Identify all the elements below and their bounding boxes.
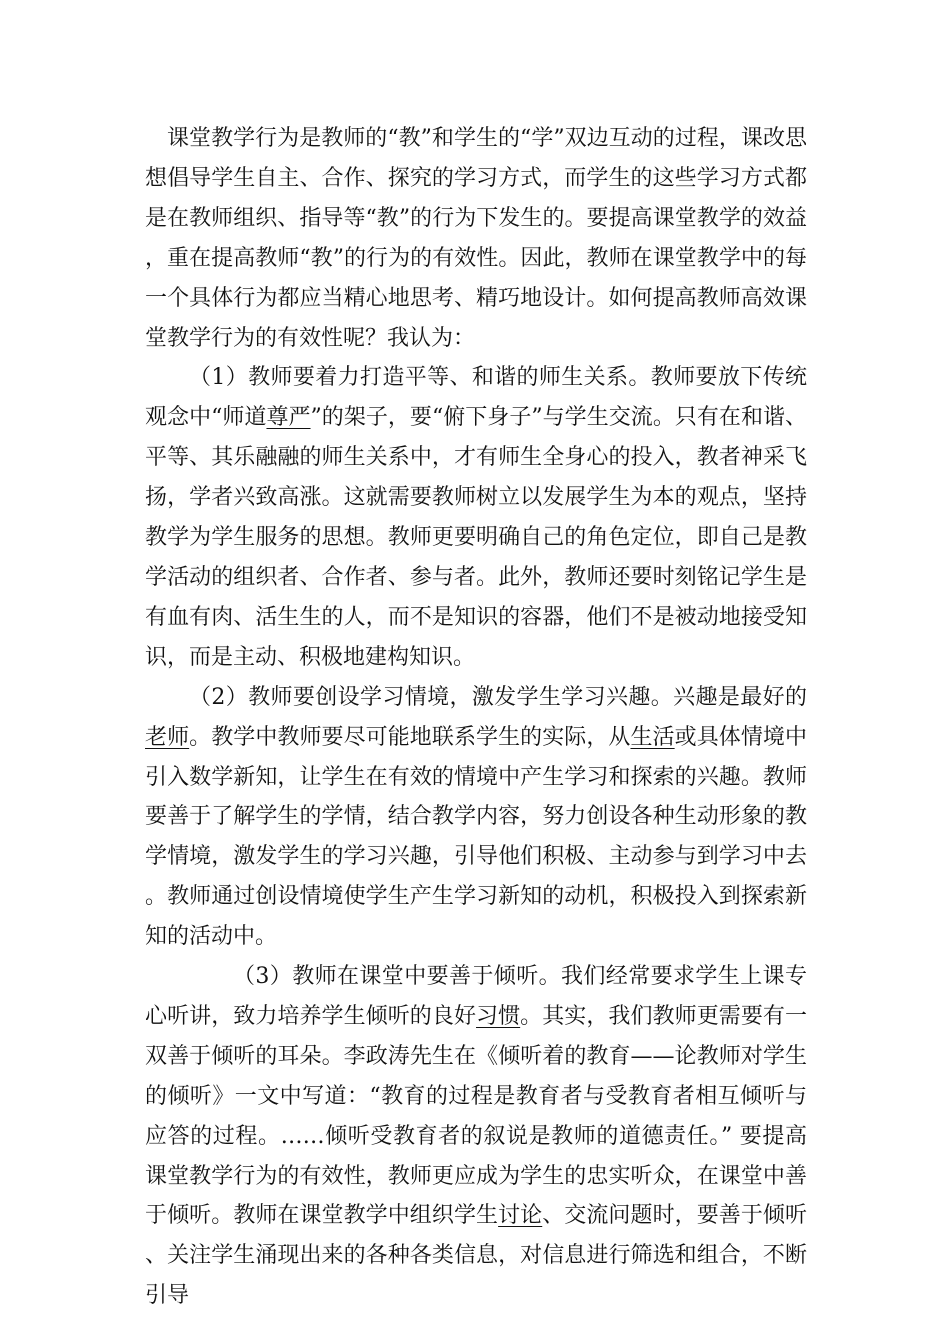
paragraph-point-3: [145, 957, 807, 1316]
underlined-word[interactable]: 讨论: [498, 1203, 543, 1229]
paragraph-text: 课堂教学行为是教师的“教”和学生的“学”双边互动的过程，课改思想倡导学生自主、合作、探究的学习方式，而学生的这些学习方式都是在教师组织、指导等“教”的行为下发生的。要提高课堂教学的效益，重在提高教师“教”的行为的有效性。因此，教师在课堂教学中的每一个具体行为都应当精心地思考、精巧地设计。如何提高教师高效课堂教学行为的有效性呢？我认为：: [145, 126, 807, 351]
paragraph-point-1: [145, 358, 807, 677]
underlined-word[interactable]: 生活: [630, 724, 675, 750]
paragraph-text: 或具体情境中引入数学新知，让学生在有效的情境中产生学习和探索的兴趣。教师要善于了解学生的学情，结合教学内容，努力创设各种生动形象的教学情境，激发学生的学习兴趣，引导他们积极、主动参与到学习中去。教师通过创设情境使学生产生学习新知的动机，积极投入到探索新知的活动中。: [145, 724, 807, 950]
paragraph-point-2: [145, 678, 807, 957]
underlined-word[interactable]: 老师: [145, 724, 190, 750]
paragraph-text: 、交流问题时，要善于倾听、关注学生涌现出来的各种各类信息，对信息进行筛选和组合，不断引导: [145, 1203, 807, 1309]
paragraph-intro: [145, 119, 807, 358]
paragraph-text: 。其实，我们教师更需要有一双善于倾听的耳朵。李政涛先生在《倾听着的教育——论教师对学生的倾听》一文中写道：“教育的过程是教育者与受教育者相互倾听与应答的过程。……倾听受教育者的叙说是教师的道德责任。” 要提高课堂教学行为的有效性，教师更应成为学生的忠实听众，在课堂中善于倾听。教师在课堂教学中组织学生: [145, 1003, 807, 1229]
paragraph-text: 。教学中教师要尽可能地联系学生的实际，从: [189, 724, 631, 750]
paragraph-text: （1）教师要着力打造平等、和谐的师生关系。教师要放下传统观念中“师道: [145, 365, 807, 431]
paragraph-text: （2）教师要创设学习情境，激发学生学习兴趣。兴趣是最好的: [189, 684, 807, 710]
paragraph-text: （3）教师在课堂中要善于倾听。我们经常要求学生上课专心听讲，致力培养学生倾听的良好: [145, 964, 807, 1029]
paragraph-text: ”的架子，要“俯下身子”与学生交流。只有在和谐、平等、其乐融融的师生关系中，才有师生全身心的投入，教者神采飞扬，学者兴致高涨。这就需要教师树立以发展学生为本的观点，坚持教学为学生服务的思想。教师更要明确自己的角色定位，即自己是教学活动的组织者、合作者、参与者。此外，教师还要时刻铭记学生是有血有肉、活生生的人，而不是知识的容器，他们不是被动地接受知识，而是主动、积极地建构知识。: [145, 405, 808, 670]
document-body: [145, 119, 807, 1316]
underlined-word[interactable]: 习惯: [476, 1003, 521, 1029]
underlined-word[interactable]: 尊严: [266, 405, 311, 431]
